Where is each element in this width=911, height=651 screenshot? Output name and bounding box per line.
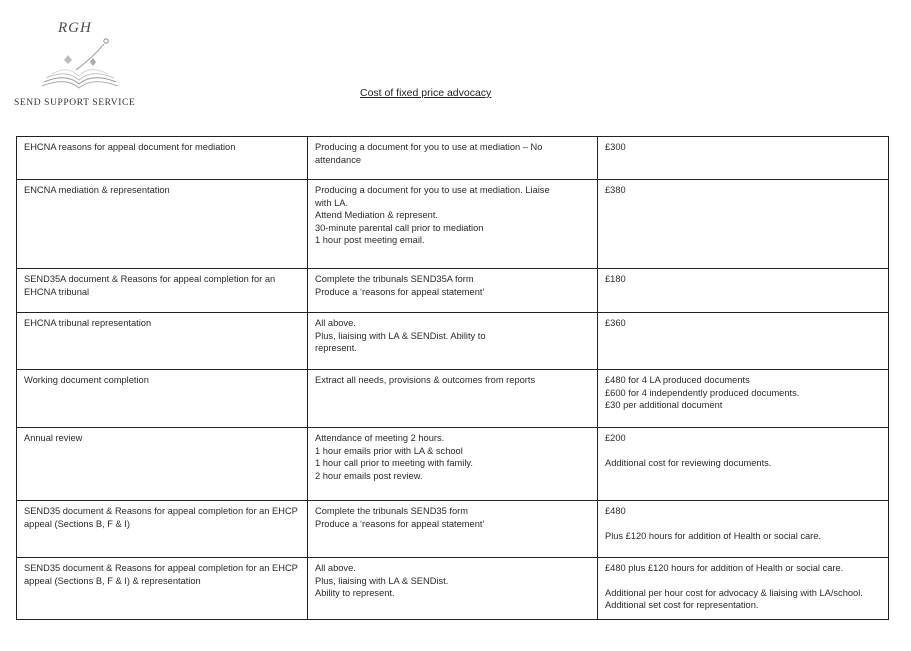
table-row [17, 370, 889, 428]
cost-line: £480 [605, 506, 626, 516]
cost-cell [598, 180, 889, 269]
description-line: Ability to represent. [315, 588, 395, 598]
cost-line: Plus £120 hours for addition of Health or social care. [605, 530, 822, 541]
table-row [17, 558, 889, 620]
cost-line: £180 [605, 274, 626, 284]
cost-cell [598, 428, 889, 501]
service-name: Annual review [24, 433, 83, 443]
cost-line: £480 for 4 LA produced documents [605, 375, 750, 385]
cost-spacer [605, 518, 881, 530]
cost-spacer [605, 445, 881, 457]
cost-line: £480 plus £120 hours for addition of Health or social care. [605, 563, 844, 573]
description-line: Plus, liaising with LA & SENDist. Ability to [315, 330, 486, 341]
service-name: ENCNA mediation & representation [24, 185, 170, 195]
cost-line: £30 per additional document [605, 400, 723, 410]
description-line: 30-minute parental call prior to mediation [315, 222, 484, 233]
description-cell [308, 501, 598, 558]
service-cell [17, 137, 308, 180]
cost-line: £300 [605, 142, 626, 152]
logo-monogram: RGH [58, 20, 92, 36]
cost-line: £600 for 4 independently produced documents. [605, 387, 800, 398]
description-line: Plus, liaising with LA & SENDist. [315, 575, 449, 586]
table-row [17, 269, 889, 313]
description-line: Complete the tribunals SEND35A form [315, 274, 474, 284]
cost-cell [598, 558, 889, 620]
description-line: represent. [315, 343, 357, 353]
description-line: 2 hour emails post review. [315, 470, 423, 481]
table-row [17, 428, 889, 501]
description-line: All above. [315, 318, 356, 328]
cost-line: Additional per hour cost for advocacy & liaising with LA/school. [605, 587, 863, 598]
description-line: Complete the tribunals SEND35 form [315, 506, 468, 516]
table-row [17, 313, 889, 370]
service-cell [17, 428, 308, 501]
description-cell [308, 313, 598, 370]
description-line: attendance [315, 154, 362, 165]
description-line: Produce a ‘reasons for appeal statement’ [315, 518, 485, 529]
table-row [17, 137, 889, 180]
description-line: 1 hour call prior to meeting with family. [315, 458, 473, 468]
description-cell [308, 180, 598, 269]
cost-line: £380 [605, 185, 626, 195]
pricing-table [16, 136, 889, 620]
cost-line: £200 [605, 433, 626, 443]
service-name: Working document completion [24, 375, 149, 385]
cost-spacer [605, 575, 881, 587]
service-cell [17, 313, 308, 370]
table-row [17, 180, 889, 269]
description-cell [308, 558, 598, 620]
description-line: All above. [315, 563, 356, 573]
service-name: SEND35 document & Reasons for appeal completion for an EHCP appeal (Sections B, F & I) [24, 506, 298, 529]
description-cell [308, 137, 598, 180]
description-line: 1 hour emails prior with LA & school [315, 445, 463, 456]
service-cell [17, 370, 308, 428]
logo-caption: SEND SUPPORT SERVICE [14, 98, 136, 108]
page-title: Cost of fixed price advocacy [360, 87, 492, 99]
description-line: Extract all needs, provisions & outcomes from reports [315, 375, 536, 385]
open-book-icon [24, 26, 134, 96]
logo [14, 18, 144, 110]
cost-cell [598, 137, 889, 180]
service-name: EHCNA reasons for appeal document for mediation [24, 142, 236, 152]
description-cell [308, 428, 598, 501]
description-line: Producing a document for you to use at mediation – No [315, 142, 543, 152]
description-line: Producing a document for you to use at mediation. Liaise [315, 185, 550, 195]
cost-cell [598, 501, 889, 558]
cost-line: Additional set cost for representation. [605, 600, 759, 610]
description-line: Attendance of meeting 2 hours. [315, 433, 445, 443]
description-line: with LA. [315, 197, 349, 208]
description-line: Attend Mediation & represent. [315, 210, 438, 220]
table-row [17, 501, 889, 558]
cost-cell [598, 269, 889, 313]
service-cell [17, 501, 308, 558]
service-name: EHCNA tribunal representation [24, 318, 152, 328]
cost-cell [598, 370, 889, 428]
description-line: Produce a ‘reasons for appeal statement’ [315, 286, 485, 297]
cost-line: £360 [605, 318, 626, 328]
description-cell [308, 269, 598, 313]
description-line: 1 hour post meeting email. [315, 235, 425, 245]
description-cell [308, 370, 598, 428]
service-name: SEND35 document & Reasons for appeal completion for an EHCP appeal (Sections B, F & I) & representation [24, 563, 298, 586]
service-cell [17, 269, 308, 313]
service-cell [17, 180, 308, 269]
cost-cell [598, 313, 889, 370]
cost-line: Additional cost for reviewing documents. [605, 457, 772, 468]
service-cell [17, 558, 308, 620]
service-name: SEND35A document & Reasons for appeal completion for an EHCNA tribunal [24, 274, 276, 297]
